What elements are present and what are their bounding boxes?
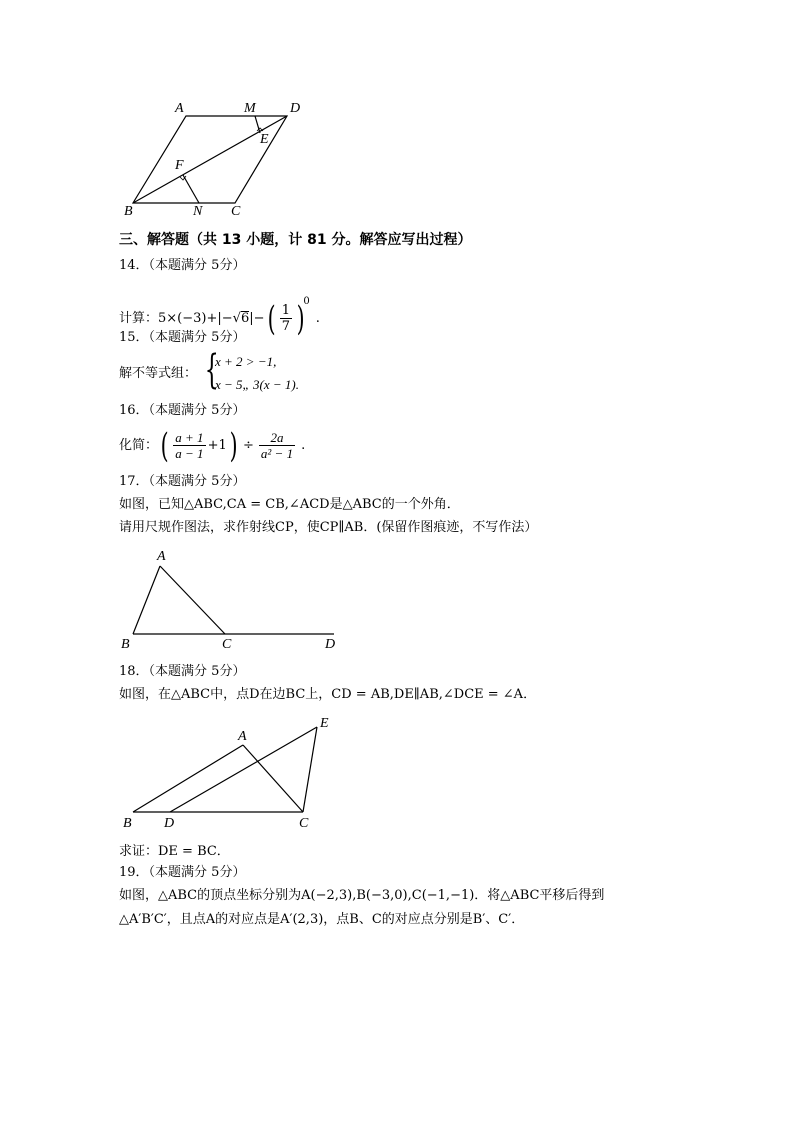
q15-brace: {: [204, 347, 219, 393]
q19-line2: △A′B′C′，且点A的对应点是A′(2,3)，点B、C的对应点分别是B′、C′．: [119, 912, 525, 927]
segment-ce: [303, 727, 317, 812]
q18-label-c: C: [299, 816, 309, 831]
sqrt-sign: √: [232, 311, 241, 326]
label-e: E: [260, 132, 269, 147]
left-paren: (: [267, 298, 276, 339]
q15-prefix: 解不等式组：: [119, 366, 198, 381]
q14-part1: 5×(−3)+|−: [158, 311, 233, 326]
q19-head: 19．（本题满分 5分）: [119, 865, 246, 880]
label-f: F: [175, 158, 184, 173]
q17-line2: 请用尺规作图法，求作射线CP，使CP∥AB．(保留作图痕迹，不写作法）: [119, 520, 538, 535]
right-paren: ): [296, 298, 305, 339]
q18-label-e: E: [320, 716, 329, 731]
q14-exponent: 0: [303, 296, 310, 307]
q17-label-b: B: [121, 637, 130, 652]
q18-head: 18．（本题满分 5分）: [119, 664, 246, 679]
q15-line2: x − 5„ 3(x − 1).: [215, 377, 299, 392]
q16-frac2-den: a² − 1: [260, 446, 294, 461]
label-b: B: [124, 204, 133, 219]
q18-label-b: B: [123, 816, 132, 831]
q16-frac1-den: a − 1: [175, 446, 204, 461]
q18-prove: 求证：DE = BC．: [119, 844, 230, 859]
q14-prefix: 计算：: [119, 311, 159, 326]
q16-frac1-num: a + 1: [175, 430, 204, 445]
label-n: N: [193, 204, 203, 219]
q17-label-c: C: [222, 637, 232, 652]
q14-part2: |−: [249, 311, 265, 326]
q17-head: 17．（本题满分 5分）: [119, 474, 246, 489]
q15-head: 15．（本题满分 5分）: [119, 330, 246, 345]
segment-ac: [243, 745, 303, 812]
q17-label-d: D: [325, 637, 336, 652]
label-m: M: [244, 101, 256, 116]
label-a: A: [175, 101, 184, 116]
label-c: C: [231, 204, 241, 219]
q16-head: 16．（本题满分 5分）: [119, 403, 246, 418]
q17-line1: 如图，已知△ABC,CA = CB,∠ACD是△ABC的一个外角．: [119, 497, 460, 512]
q14-end: .: [315, 311, 320, 326]
left-paren: (: [160, 425, 169, 466]
q19-line1: 如图，△ABC的顶点坐标分别为A(−2,3),B(−3,0),C(−1,−1)．将△ABC平移后得到: [119, 888, 605, 903]
q18-label-d: D: [164, 816, 175, 831]
q16-end: .: [301, 438, 306, 453]
q18-label-a: A: [238, 729, 247, 744]
q16-frac2-num: 2a: [259, 430, 295, 446]
q15-line1: x + 2 > −1,: [215, 354, 277, 369]
q16-div: ÷: [243, 438, 254, 453]
q14-head: 14．（本题满分 5分）: [119, 258, 246, 273]
q17-label-a: A: [157, 549, 166, 564]
label-d: D: [290, 101, 301, 116]
q16-plus1: +1: [207, 438, 227, 453]
section-title: 三、解答题（共 13 小题，计 81 分。解答应写出过程）: [119, 232, 472, 248]
q14-frac-num: 1: [281, 303, 291, 318]
q16-prefix: 化简：: [119, 438, 159, 453]
q18-line1: 如图，在△ABC中，点D在边BC上，CD = AB,DE∥AB,∠DCE = ∠A．: [119, 687, 537, 702]
q14-frac-den: 7: [281, 319, 291, 334]
right-paren: ): [229, 425, 238, 466]
q14-sqrt-arg: 6: [240, 311, 250, 326]
